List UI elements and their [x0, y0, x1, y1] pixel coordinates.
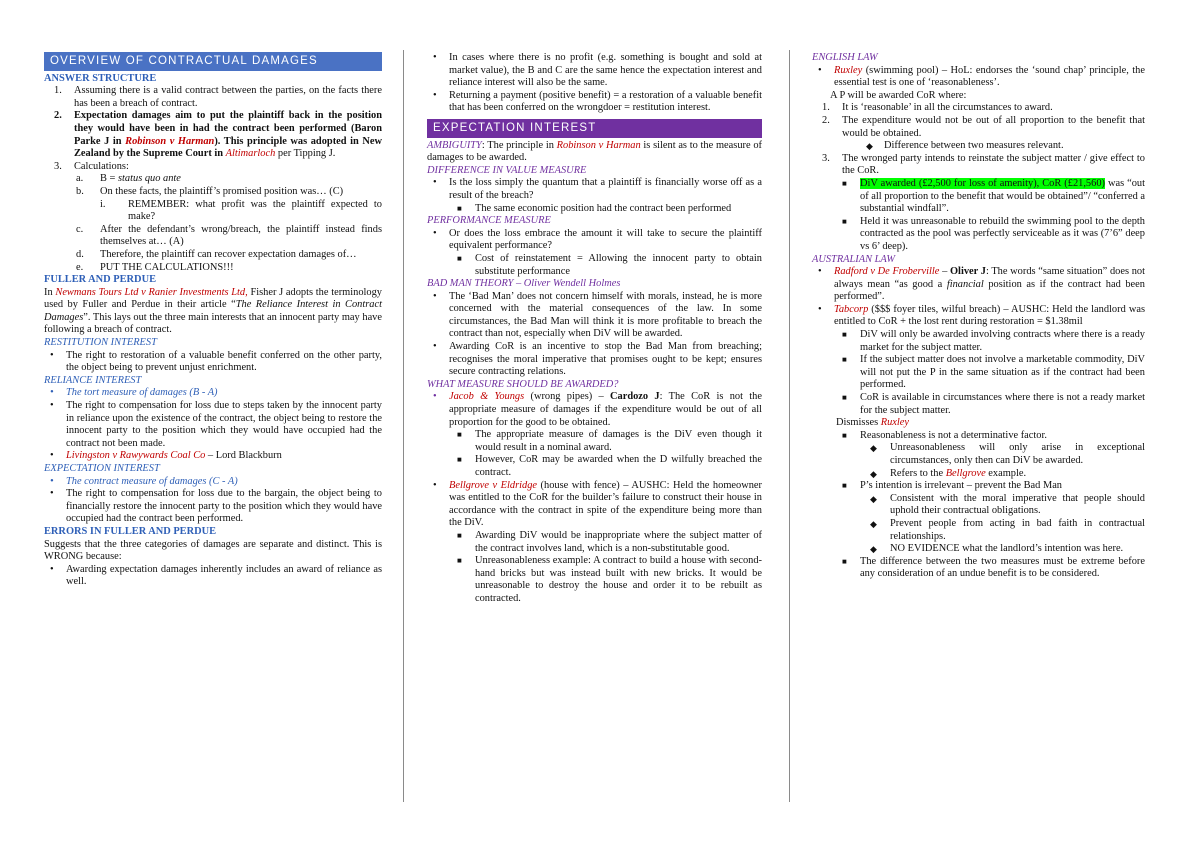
column-3 [812, 52, 1145, 581]
bullet-icon: • [50, 563, 54, 575]
diamond-bullet-icon: ◆ [866, 141, 873, 152]
bullet-icon: • [433, 391, 437, 403]
bad-man-heading: BAD MAN THEORY – Oliver Wendell Holmes [427, 278, 621, 290]
square-bullet-icon: ■ [457, 556, 462, 566]
bullet-icon: • [818, 64, 822, 76]
bellgrove-sub-1: ■ Awarding DiV would be inappropriate where the subject matter of the contract involves land, which is a non-substitutable good. [457, 529, 762, 554]
calc-i: i. REMEMBER: what profit was the plaintiff expected to make? [100, 198, 382, 223]
square-bullet-icon: ■ [457, 530, 462, 540]
expectation-heading: EXPECTATION INTEREST [44, 463, 160, 474]
step-2: 2. Expectation damages aim to put the plaintiff back in the position they would have been in had the contract been performed (Baron Parke J in Robinson v Harman). This principle was adopted in New Zealand by the Supreme Court in Altimarloch per Tipping J. [54, 110, 382, 160]
column-divider-right [789, 50, 790, 802]
square-bullet-icon: ■ [457, 253, 462, 263]
bad-man-bullet-1: • The ‘Bad Man’ does not concern himself with morals, instead, he is more concerned with the material consequences of the law. In some circumstances, the Bad Man will think it is more profitable to breach the contract than not, especially when DiV will be awarded. [433, 290, 762, 340]
restitution-heading: RESTITUTION INTEREST [44, 337, 157, 349]
bullet-icon: • [433, 290, 437, 302]
bullet-icon: • [50, 349, 54, 361]
perf-sub-bullet: ■ Cost of reinstatement = Allowing the innocent party to obtain substitute performance [457, 252, 762, 277]
dismisses-sub-1: ■ Reasonableness is not a determinative factor. [842, 429, 1047, 441]
australian-law-heading: AUSTRALIAN LAW [812, 253, 896, 265]
diamond-bullet-icon: ◆ [870, 518, 877, 529]
answer-structure-heading: ANSWER STRUCTURE [44, 72, 157, 84]
bullet-icon: • [818, 266, 822, 278]
square-bullet-icon: ■ [842, 556, 847, 566]
expectation-bullet-1: • The contract measure of damages (C - A) [50, 475, 238, 487]
square-bullet-icon: ■ [842, 355, 847, 365]
square-bullet-icon: ■ [457, 455, 462, 465]
diff-sub-bullet: ■ The same economic position had the contract been performed [457, 202, 732, 214]
dismisses-sub-2: ■ P’s intention is irrelevant – prevent the Bad Man [842, 480, 1062, 492]
diamond-bullet-icon: ◆ [870, 443, 877, 454]
calc-b: b. On these facts, the plaintiff’s promised position was… (C) [76, 185, 344, 197]
errors-bullet: • Awarding expectation damages inherently includes an award of reliance as well. [50, 563, 382, 588]
square-bullet-icon: ■ [842, 216, 847, 226]
reliance-bullet-1: • The tort measure of damages (B - A) [50, 387, 218, 399]
dismisses-sub-3: ■ The difference between the two measures must be extreme before any consideration of an undue benefit is to be considered. [842, 555, 1145, 580]
bellgrove-sub-2: ■ Unreasonableness example: A contract to build a house with second-hand bricks but was instead built with new bricks. It would be unreasonable to destroy the house and order it to be rebuilt as contracted. [457, 555, 762, 604]
step-3: 3. Calculations: [54, 160, 129, 172]
jacob-sub-2: ■ However, CoR may be awarded when the D wilfully breached the contract. [457, 454, 762, 478]
bullet-icon: • [433, 89, 437, 101]
errors-heading: ERRORS IN FULLER AND PERDUE [44, 525, 217, 537]
tabcorp-sub-3: ■ CoR is available in circumstances where there is not a ready market for the subject matter. [842, 392, 1145, 416]
bullet-icon: • [433, 177, 437, 189]
expectation-bullet-2: • The right to compensation for loss due to the bargain, the object being to financially restore the innocent party to the position which they would have occupied had the contract been performed. [50, 488, 382, 525]
ruxley-2-sub: ◆ Difference between two measures relevant. [866, 140, 1064, 152]
bullet-icon: • [50, 387, 54, 399]
tabcorp-bullet: • Tabcorp ($$$ foyer tiles, wilful breach) – AUSHC: Held the landlord was entitled to CoR + the lost rent during restoration = $1.38mil [818, 303, 1145, 328]
tabcorp-sub-1: ■ DiV will only be awarded involving contracts where there is a ready market for the subject matter. [842, 329, 1145, 353]
calc-c: c. After the defendant’s wrong/breach, the plaintiff instead finds themselves at… (A) [76, 223, 382, 248]
section-heading-overview: OVERVIEW OF CONTRACTUAL DAMAGES [44, 52, 382, 71]
section-heading-expectation: EXPECTATION INTEREST [427, 119, 762, 138]
square-bullet-icon: ■ [842, 430, 847, 440]
perf-bullet: • Or does the loss embrace the amount it will take to secure the plaintiff equivalent performance? [433, 227, 762, 252]
column-2 [427, 52, 762, 606]
what-measure-heading: WHAT MEASURE SHOULD BE AWARDED? [427, 378, 619, 390]
dismisses-line: Dismisses Ruxley [836, 417, 910, 429]
bullet-icon: • [818, 303, 822, 315]
payment-bullet: • Returning a payment (positive benefit) = a restoration of a valuable benefit that has been conferred on the wrongdoer = restitution interest. [433, 89, 762, 114]
dismisses-sub-1a: ◆ Unreasonableness will only arise in exceptional circumstances, only then can DiV be awarded. [870, 442, 1145, 466]
square-bullet-icon: ■ [842, 178, 847, 188]
performance-heading: PERFORMANCE MEASURE [427, 215, 551, 227]
dismisses-sub-2b: ◆ Prevent people from acting in bad faith in contractual relationships. [870, 517, 1145, 542]
dismisses-sub-1b: ◆ Refers to the Bellgrove example. [870, 467, 1027, 479]
bullet-icon: • [433, 227, 437, 239]
div-awarded-bullet: ■ DiV awarded (£2,500 for loss of amenity), CoR (£21,560) was “out of all proportion to the benefit that would be obtained”/ “conferred a substantial windfall”. [842, 177, 1145, 215]
held-bullet: ■ Held it was unreasonable to rebuild the swimming pool to the depth contracted as the pool was perfectly serviceable as it was (7’6” deep vs 6’ deep). [842, 215, 1145, 252]
square-bullet-icon: ■ [842, 481, 847, 491]
square-bullet-icon: ■ [842, 330, 847, 340]
square-bullet-icon: ■ [457, 430, 462, 440]
bullet-icon: • [50, 488, 54, 500]
calc-a: a. B = status quo ante [76, 173, 181, 185]
diff-bullet: • Is the loss simply the quantum that a plaintiff is financially worse off as a result of the breach? [433, 177, 762, 201]
ruxley-bullet: • Ruxley (swimming pool) – HoL: endorses the ‘sound chap’ principle, the essential test is one of ‘reasonableness’. [818, 64, 1145, 89]
calc-e: e. PUT THE CALCULATIONS!!! [76, 261, 234, 273]
square-bullet-icon: ■ [457, 203, 462, 213]
diamond-bullet-icon: ◆ [870, 544, 877, 555]
bullet-icon: • [50, 475, 54, 487]
ruxley-1: 1. It is ‘reasonable’ in all the circumstances to award. [822, 102, 1053, 114]
restitution-bullet: • The right to restoration of a valuable benefit conferred on the other party, the object being to prevent unjust enrichment. [50, 349, 382, 374]
column-divider-left [403, 50, 404, 802]
errors-paragraph: Suggests that the three categories of damages are separate and distinct. This is WRONG because: [44, 538, 382, 563]
ruxley-2: 2. The expenditure would not be out of all proportion to the benefit that would be obtained. [822, 114, 1145, 139]
reliance-heading: RELIANCE INTEREST [44, 374, 142, 386]
bellgrove-bullet: • Bellgrove v Eldridge (house with fence) – AUSHC: Held the homeowner was entitled to the CoR for the builder’s failure to construct their house in accordance with the contract in spite of the expenditure being more than the DiV. [433, 479, 762, 529]
no-profit-bullet: • In cases where there is no profit (e.g. something is bought and sold at market value), the B and C are the same hence the expectation interest and reliance interest will also be the same. [433, 52, 762, 89]
column-1 [44, 52, 382, 589]
bullet-icon: • [433, 341, 437, 353]
bullet-icon: • [50, 450, 54, 462]
ambiguity-paragraph: AMBIGUITY: The principle in Robinson v Harman is silent as to the measure of damages to be awarded. [427, 139, 762, 164]
bullet-icon: • [433, 479, 437, 491]
bullet-icon: • [50, 400, 54, 412]
dismisses-sub-2c: ◆ NO EVIDENCE what the landlord’s intention was here. [870, 543, 1124, 555]
jacob-sub-1: ■ The appropriate measure of damages is the DiV even though it would result in a nominal award. [457, 429, 762, 453]
reliance-bullet-2: • The right to compensation for loss due to steps taken by the innocent party in reliance upon the existence of the contract, the object being to restore the innocent party to the position which they would have occupied had the contract not been made. [50, 400, 382, 449]
ruxley-ap: A P will be awarded CoR where: [830, 89, 967, 101]
ruxley-3: 3. The wronged party intends to reinstate the subject matter / give effect to the CoR. [822, 152, 1145, 177]
fuller-paragraph: In Newmans Tours Ltd v Ranier Investments Ltd, Fisher J adopts the terminology used by Fuller and Perdue in their article “The Reliance Interest in Contract Damages”. This lays out the three main interests that an innocent party may have following a breach of contract. [44, 286, 383, 336]
diamond-bullet-icon: ◆ [870, 468, 877, 479]
bad-man-bullet-2: • Awarding CoR is an incentive to stop the Bad Man from breaching; recognises the moral imperative that promises ought to be kept; ensures secure contracting relations. [433, 341, 762, 378]
reliance-bullet-case: • Livingston v Rawywards Coal Co – Lord Blackburn [50, 450, 282, 462]
radford-bullet: • Radford v De Froberville – Oliver J: The words “same situation” does not always mean “as good a financial position as if the contract had been performed”. [818, 266, 1145, 303]
tabcorp-sub-2: ■ If the subject matter does not involve a marketable commodity, DiV will not put the P in the same situation as if the contract had been performed. [842, 354, 1145, 391]
diff-value-heading: DIFFERENCE IN VALUE MEASURE [427, 164, 587, 176]
square-bullet-icon: ■ [842, 393, 847, 403]
bullet-icon: • [433, 52, 437, 63]
english-law-heading: ENGLISH LAW [812, 52, 878, 63]
dismisses-sub-2a: ◆ Consistent with the moral imperative that people should uphold their contractual obligations. [870, 492, 1145, 517]
step-1: 1. Assuming there is a valid contract between the parties, on the facts there has been a breach of contract. [54, 85, 382, 109]
fuller-perdue-heading: FULLER AND PERDUE [44, 274, 156, 286]
jacob-bullet: • Jacob & Youngs (wrong pipes) – Cardozo J: The CoR is not the appropriate measure of damages if the expenditure would be out of all proportion for the good to be obtained. [433, 391, 762, 428]
calc-d: d. Therefore, the plaintiff can recover expectation damages of… [76, 248, 357, 260]
diamond-bullet-icon: ◆ [870, 493, 877, 504]
